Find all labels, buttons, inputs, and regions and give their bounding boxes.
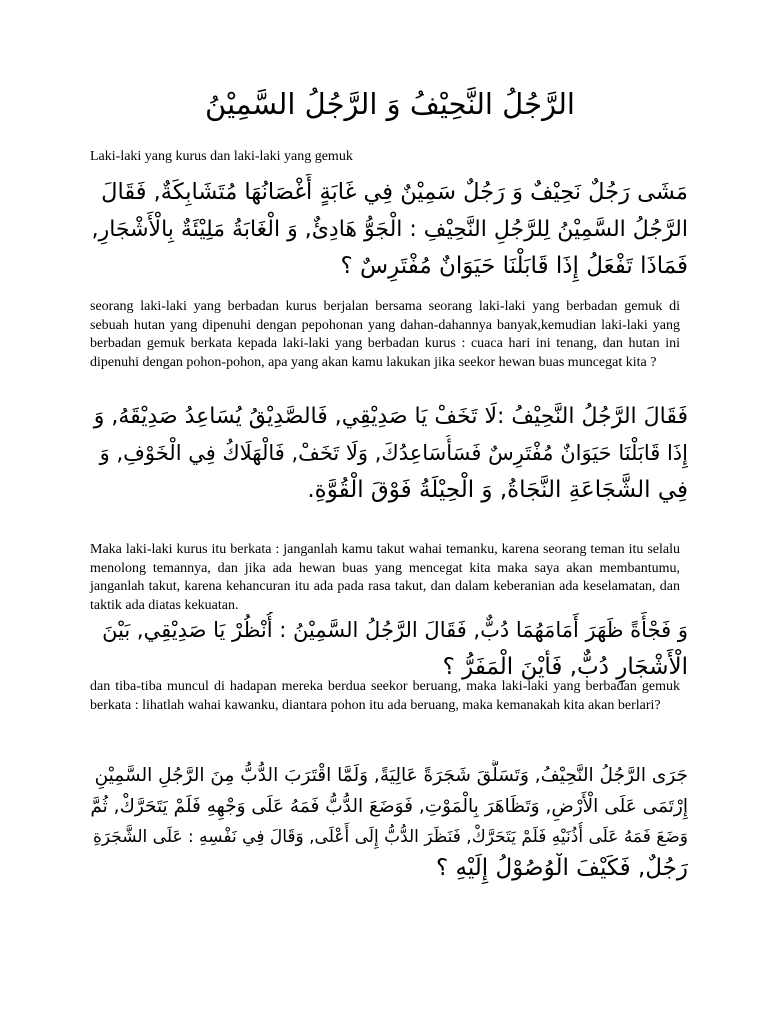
translation-paragraph-1: seorang laki-laki yang berbadan kurus berjalan bersama seorang laki-laki yang berbadan gemuk di sebuah hutan yang dipenuhi dengan pepohonan yang dahan-dahannya banyak,kemudian laki-laki yang berbadan gemuk berkata kepada laki-laki yang berbadan kurus : cuaca hari ini tenang, dan hutan ini dipenuhi dengan pohon-pohon, apa yang akan kamu lakukan jika seekor hewan buas muncegat kita ? [90,299,680,370]
arabic-paragraph-4 [90,760,688,884]
arabic-line: مَشَى رَجُلٌ نَحِيْفٌ وَ رَجُلٌ سَمِيْنٌ فِي غَابَةٍ أَغْصَانُهَا مُتَشَابِكَةٌ, فَقَالَ [101,179,688,205]
page-title: الرَّجُلُ النَّحِيْفُ وَ الرَّجُلُ السَّمِيْنُ [205,87,575,121]
arabic-line: جَرَى الرَّجُلُ النَّحِيْفُ, وَتَسَلَّقَ شَجَرَةً عَالِيَةً, وَلَمَّا اقْتَرَبَ الدُّبُّ مِنَ الرَّجُلِ السَّمِيْنِ [94,765,688,786]
arabic-line: الرَّجُلُ السَّمِيْنُ لِلرَّجُلِ النَّحِيْفِ : الْجَوُّ هَادِئٌ, وَ الْغَابَةُ مَلِيْئَةٌ بِالْأَشْجَارِ, [91,217,688,242]
arabic-paragraph-1 [90,174,688,285]
arabic-paragraph-3 [90,612,688,686]
arabic-line: وَ فَجْأَةً ظَهَرَ أَمَامَهُمَا دُبٌّ, فَقَالَ الرَّجُلُ السَّمِيْنُ : أُنْظُرْ يَا صَدِيْقِي, بَيْنَ [102,618,688,642]
arabic-paragraph-2 [90,398,688,509]
arabic-line: إِرْتَمَى عَلَى الْأَرْضِ, وَتَظَاهَرَ بِالْمَوْتِ, فَوَضَعَ الدُّبُّ فَمَهُ عَلَى وَجْهِهِ فَلَمْ يَتَحَرَّكْ, ثُمَّ [90,796,688,817]
translation-paragraph-3: dan tiba-tiba muncul di hadapan mereka berdua seekor beruang, maka laki-laki yang berbadan gemuk berkata : lihatlah wahai kawanku, diantara pohon itu ada beruang, maka kemanakah kita akan berlari? [90,679,680,713]
arabic-line: رَجُلٌ, فَكَيْفَ الْوُصُوْلُ إِلَيْهِ ؟ [435,855,688,881]
arabic-line: الْأَشْجَارِ دُبٌّ, فَأَيْنَ الْمَفَرُّ ؟ [442,654,688,680]
arabic-line: فِي الشَّجَاعَةِ النَّجَاةُ, وَ الْحِيْلَةُ فَوْقَ الْقُوَّةِ. [307,477,688,503]
arabic-line: وَضَعَ فَمَهُ عَلَى أُذُنَيْهِ فَلَمْ يَتَحَرَّكْ, فَنَظَرَ الدُّبُّ إِلَى أَعْلَى, وَقَالَ فِي نَفْسِهِ : عَلَى الشَّجَرَةِ [92,827,688,847]
translation-paragraph-2: Maka laki-laki kurus itu berkata : janganlah kamu takut wahai temanku, karena seorang teman itu selalu menolong temannya, dan jika ada hewan buas yang mencegat kita maka saya akan membantumu, janganlah takut, karena kehancuran itu ada pada rasa takut, dan dalam keberanian ada keselamatan, dan taktik ada diatas kekuatan. [90,542,680,613]
subtitle-translation: Laki-laki yang kurus dan laki-laki yang gemuk [90,149,353,164]
arabic-line: إِذَا قَابَلْنَا حَيَوَانٌ مُفْتَرِسٌ فَسَأُسَاعِدُكَ, وَلَا تَخَفْ, فَالْهَلَاكُ فِي الْخَوْفِ, وَ [99,441,688,465]
arabic-line: فَمَاذَا تَفْعَلُ إِذَا قَابَلْنَا حَيَوَانٌ مُفْتَرِسٌ ؟ [340,253,688,279]
arabic-line: فَقَالَ الرَّجُلُ النَّحِيْفُ :لَا تَخَفْ يَا صَدِيْقِي, فَالصَّدِيْقُ يُسَاعِدُ صَدِيْقَهُ, وَ [93,404,688,429]
